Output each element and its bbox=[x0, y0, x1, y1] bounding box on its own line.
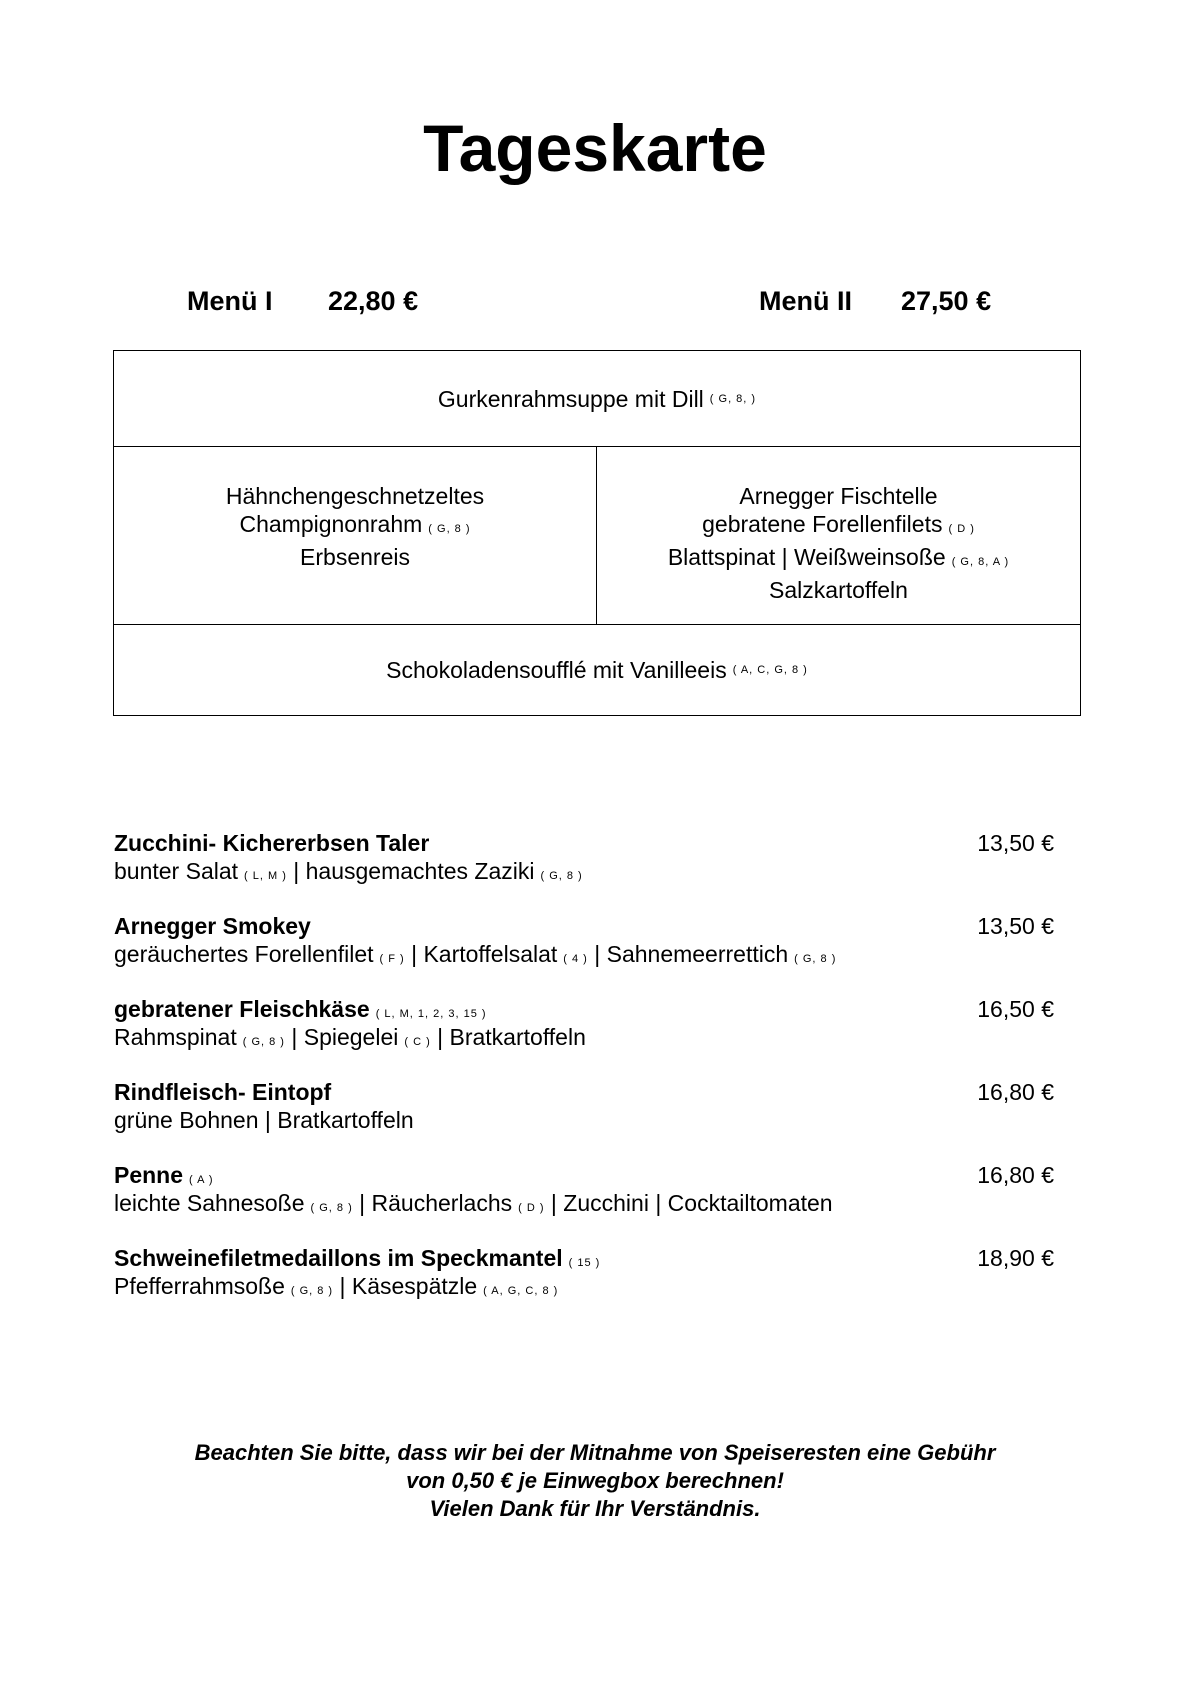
menu-one-price: 22,80 € bbox=[328, 286, 419, 316]
menu-two-main-line: Salzkartoffeln bbox=[769, 577, 908, 603]
menu-two-main-line: gebratene Forellenfilets ( D ) bbox=[702, 511, 975, 537]
notice-line: Vielen Dank für Ihr Verständnis. bbox=[429, 1496, 761, 1521]
allergen-code: ( L, M, 1, 2, 3, 15 ) bbox=[375, 1008, 487, 1020]
dessert-text: Schokoladensoufflé mit Vanilleeis bbox=[386, 657, 727, 683]
dish-price: 16,50 € bbox=[977, 996, 1054, 1022]
menu-two-name: Menü II bbox=[759, 286, 852, 316]
set-menu-table bbox=[113, 350, 1081, 716]
list-item bbox=[114, 995, 1054, 1056]
dessert-row bbox=[114, 625, 1080, 715]
dish-name: Rindfleisch- Eintopf bbox=[114, 1079, 332, 1105]
dish-name: Arnegger Smokey bbox=[114, 913, 311, 939]
takeaway-notice bbox=[0, 1439, 1190, 1523]
soup-text: Gurkenrahmsuppe mit Dill bbox=[437, 385, 704, 412]
allergen-code: ( G, 8, A ) bbox=[951, 556, 1010, 568]
dish-description: leichte Sahnesoße ( G, 8 ) | Räucherlachs ( D ) | Zucchini | Cocktailtomaten bbox=[114, 1190, 833, 1216]
list-item bbox=[114, 912, 1054, 973]
menu-two-price: 27,50 € bbox=[901, 286, 992, 316]
notice-line: von 0,50 € je Einwegbox berechnen! bbox=[406, 1468, 784, 1493]
menu-one-main-line: Erbsenreis bbox=[300, 544, 410, 570]
dessert-allergens: ( A, C, G, 8 ) bbox=[732, 664, 808, 676]
soup-allergens: ( G, 8, ) bbox=[709, 392, 757, 405]
dish-price: 18,90 € bbox=[977, 1245, 1054, 1271]
allergen-code: ( A ) bbox=[189, 1174, 214, 1186]
menu-two-main bbox=[597, 447, 1080, 624]
dish-description: bunter Salat ( L, M ) | hausgemachtes Zaziki ( G, 8 ) bbox=[114, 858, 583, 884]
notice-line: Beachten Sie bitte, dass wir bei der Mitnahme von Speiseresten eine Gebühr bbox=[194, 1440, 996, 1465]
dish-price: 13,50 € bbox=[977, 913, 1054, 939]
menu-two-main-line: Arnegger Fischtelle bbox=[739, 483, 938, 509]
main-course-row bbox=[114, 447, 1080, 625]
page-title: Tageskarte bbox=[423, 111, 767, 185]
dish-name: gebratener Fleischkäse bbox=[114, 996, 370, 1022]
dish-price: 13,50 € bbox=[977, 830, 1054, 856]
allergen-code: ( D ) bbox=[948, 523, 975, 535]
allergen-code: ( 15 ) bbox=[568, 1257, 601, 1269]
list-item bbox=[114, 829, 1054, 890]
allergen-code: ( G, 8 ) bbox=[428, 523, 471, 535]
dish-description: grüne Bohnen | Bratkartoffeln bbox=[114, 1107, 414, 1133]
menu-one-main-line: Champignonrahm ( G, 8 ) bbox=[239, 511, 471, 537]
dish-price: 16,80 € bbox=[977, 1079, 1054, 1105]
list-item bbox=[114, 1244, 1054, 1305]
soup-row bbox=[114, 351, 1080, 447]
dish-description: Pfefferrahmsoße ( G, 8 ) | Käsespätzle ( A, G, C, 8 ) bbox=[114, 1273, 559, 1299]
dish-name: Zucchini- Kichererbsen Taler bbox=[114, 830, 430, 856]
menu-one-name: Menü I bbox=[187, 286, 273, 316]
dish-description: Rahmspinat ( G, 8 ) | Spiegelei ( C ) | Bratkartoffeln bbox=[114, 1024, 586, 1050]
dish-price: 16,80 € bbox=[977, 1162, 1054, 1188]
dish-description: geräuchertes Forellenfilet ( F ) | Kartoffelsalat ( 4 ) | Sahnemeerrettich ( G, 8 ) bbox=[114, 941, 837, 967]
menu-one-main bbox=[114, 447, 597, 624]
dish-name: Schweinefiletmedaillons im Speckmantel bbox=[114, 1245, 563, 1271]
menu-one-main-line: Hähnchengeschnetzeltes bbox=[225, 483, 485, 509]
dish-name: Penne bbox=[114, 1162, 184, 1188]
list-item bbox=[114, 1161, 1054, 1222]
list-item bbox=[114, 1078, 1054, 1134]
menu-two-main-line: Blattspinat | Weißweinsoße ( G, 8, A ) bbox=[667, 544, 1010, 570]
